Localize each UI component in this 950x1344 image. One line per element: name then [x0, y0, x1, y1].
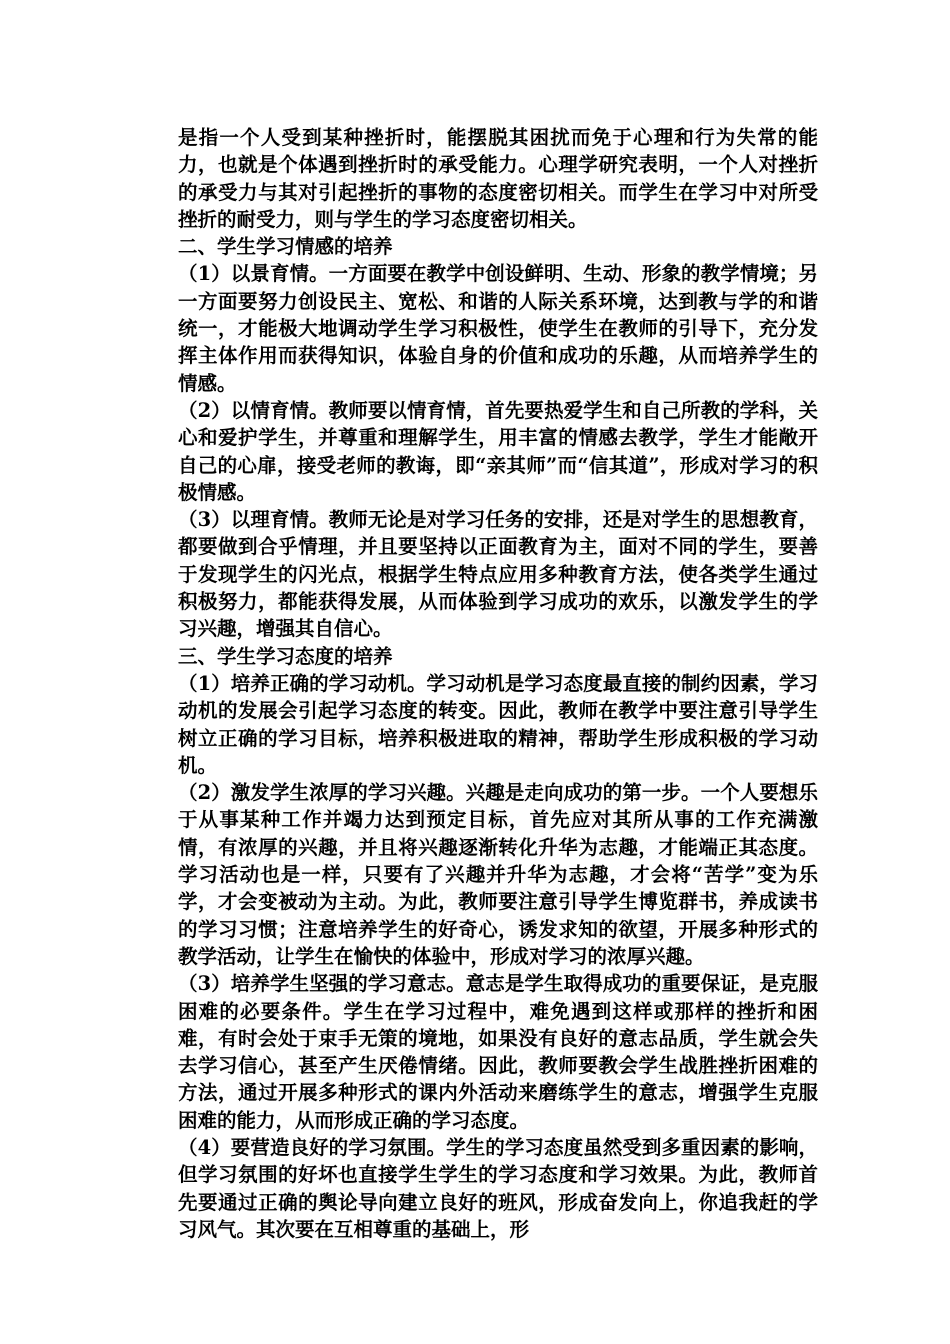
paragraph-emotion-2: （2）以情育情。教师要以情育情，首先要热爱学生和自己所教的学科，关心和爱护学生，并尊重和理解学生，用丰富的情感去教学，学生才能敞开自己的心扉，接受老师的教诲，即“亲其师”而“信其道”，形成对学习的积极情感。 [178, 398, 818, 504]
paragraph-attitude-1: （1）培养正确的学习动机。学习动机是学习态度最直接的制约因素，学习动机的发展会引起学习态度的转变。因此，教师在教学中要注意引导学生树立正确的学习目标，培养积极进取的精神，帮助学生形成积极的学习动机。 [178, 671, 818, 777]
section-heading-attitude: 三、学生学习态度的培养 [178, 644, 393, 668]
paragraph-attitude-4: （4）要营造良好的学习氛围。学生的学习态度虽然受到多重因素的影响，但学习氛围的好坏也直接学生学生的学习态度和学习效果。为此，教师首先要通过正确的舆论导向建立良好的班风，形成奋发向上，你追我赶的学习风气。其次要在互相尊重的基础上，形 [178, 1135, 818, 1241]
paragraph-emotion-1: （1）以景育情。一方面要在教学中创设鲜明、生动、形象的教学情境；另一方面要努力创设民主、宽松、和谐的人际关系环境，达到教与学的和谐统一，才能极大地调动学生学习积极性，使学生在教师的引导下，充分发挥主体作用而获得知识，体验自身的价值和成功的乐趣，从而培养学生的情感。 [178, 262, 818, 395]
paragraph-emotion-3: （3）以理育情。教师无论是对学习任务的安排，还是对学生的思想教育，都要做到合乎情理，并且要坚持以正面教育为主，面对不同的学生，要善于发现学生的闪光点，根据学生特点应用多种教育方法，使各类学生通过积极努力，都能获得发展，从而体验到学习成功的欢乐，以激发学生的学习兴趣，增强其自信心。 [178, 508, 818, 641]
document-body [178, 124, 818, 1243]
paragraph-attitude-3: （3）培养学生坚强的学习意志。意志是学生取得成功的重要保证，是克服困难的必要条件。学生在学习过程中，难免遇到这样或那样的挫折和困难，有时会处于束手无策的境地，如果没有良好的意志品质，学生就会失去学习信心，甚至产生厌倦情绪。因此，教师要教会学生战胜挫折困难的方法，通过开展多种形式的课内外活动来磨练学生的意志，增强学生克服困难的能力，从而形成正确的学习态度。 [178, 972, 818, 1132]
section-heading-emotion: 二、学生学习情感的培养 [178, 235, 393, 259]
paragraph-attitude-2: （2）激发学生浓厚的学习兴趣。兴趣是走向成功的第一步。一个人要想乐于从事某种工作并竭力达到预定目标，首先应对其所从事的工作充满激情，有浓厚的兴趣，并且将兴趣逐渐转化升华为志趣，才能端正其态度。学习活动也是一样，只要有了兴趣并升华为志趣，才会将“苦学”变为乐学，才会变被动为主动。为此，教师要注意引导学生博览群书，养成读书的学习习惯；注意培养学生的好奇心，诱发求知的欲望，开展多种形式的教学活动，让学生在愉快的体验中，形成对学习的浓厚兴趣。 [178, 781, 818, 968]
paragraph-intro: 是指一个人受到某种挫折时，能摆脱其困扰而免于心理和行为失常的能力，也就是个体遇到挫折时的承受能力。心理学研究表明，一个人对挫折的承受力与其对引起挫折的事物的态度密切相关。而学生在学习中对所受挫折的耐受力，则与学生的学习态度密切相关。 [178, 126, 818, 231]
